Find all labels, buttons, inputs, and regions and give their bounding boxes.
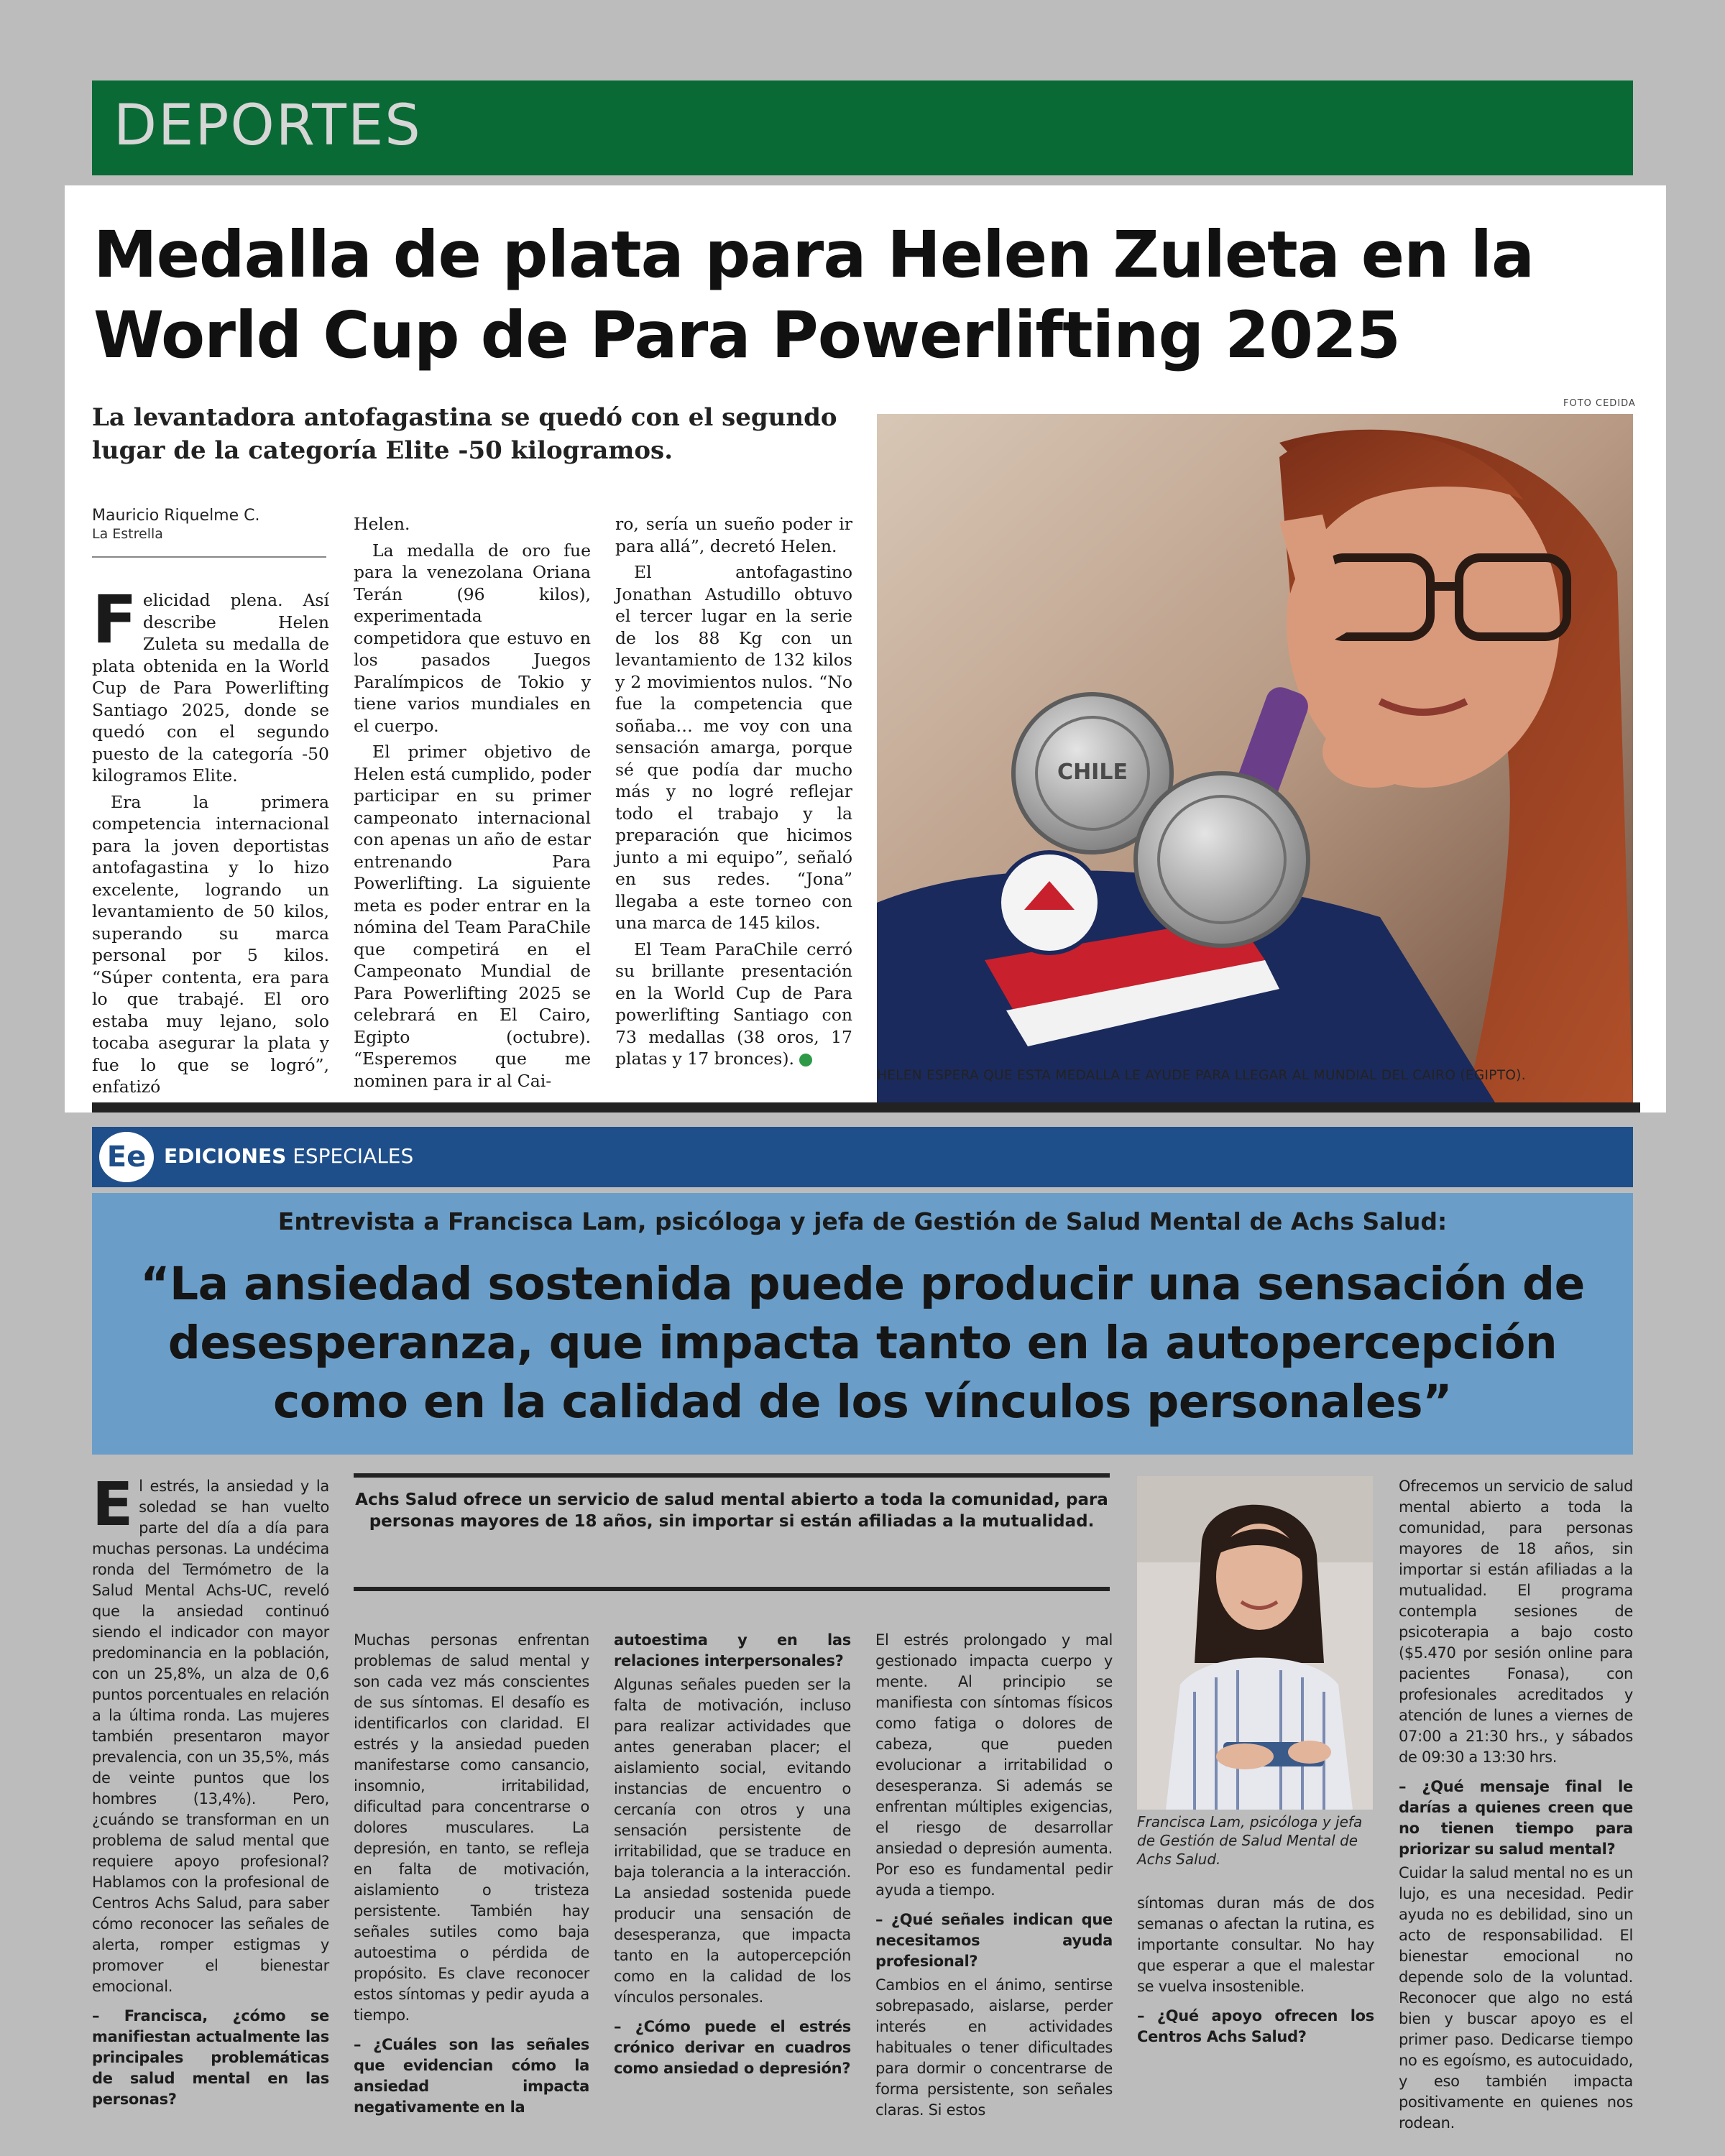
article-column-3 <box>615 513 852 1074</box>
paragraph: elicidad plena. Así describe Helen Zuleta su medalla de plata obtenida en la World Cup de Para Powerlifting Santiago 2025, donde se quedó con el segundo puesto de la categoría -50 kilogramos Elite. <box>92 590 329 786</box>
interview-column-6 <box>1399 1476 1633 2137</box>
special-editions-bar <box>92 1127 1633 1187</box>
interview-column-4 <box>875 1630 1113 2124</box>
interviewee-photo <box>1137 1476 1373 1810</box>
paragraph: Muchas personas enfrentan problemas de salud mental y son cada vez más conscientes de sus síntomas. El desafío es identificarlos con claridad. El estrés y la ansiedad pueden manifestarse como cansancio, insomnio, irritabilidad, dificultad para concentrarse o dolores musculares. La depresión, en tanto, se refleja en falta de motivación, aislamiento o tristeza persistente. También hay señales sutiles como baja autoestima o pérdida de propósito. Es clave reconocer estos síntomas y pedir ayuda a tiempo. <box>354 1631 589 2024</box>
paragraph: El estrés prolongado y mal gestionado impacta cuerpo y mente. Al principio se manifiesta con síntomas físicos como fatiga o dolores de cabeza, que pueden evolucionar a irritabilidad o desesperanza. Si además se enfrentan múltiples exigencias, el riesgo de desarrollar ansiedad o depresión aumenta. Por eso es fundamental pedir ayuda a tiempo. <box>875 1631 1113 1899</box>
interview-kicker: Entrevista a Francisca Lam, psicóloga y jefa de Gestión de Salud Mental de Achs Salud: <box>277 1207 1448 1235</box>
interview-question: – ¿Qué mensaje final le darías a quienes creen que no tienen tiempo para priorizar su salud mental? <box>1399 1778 1633 1858</box>
interviewee-illustration <box>1137 1476 1373 1810</box>
interview-question: – ¿Qué señales indican que necesitamos ayuda profesional? <box>875 1911 1113 1970</box>
author-name: Mauricio Riquelme C. <box>92 507 260 525</box>
drop-cap: E <box>92 1469 134 1539</box>
paragraph: Cuidar la salud mental no es un lujo, es una necesidad. Pedir ayuda no es debilidad, sino un acto de responsabilidad. El bienestar emocional no depende solo de la voluntad. Reconocer que algo no está bien y buscar apoyo es el primer paso. Dedicarse tiempo no es egoísmo, es autocuidado, y eso también impacta positivamente en quienes nos rodean. <box>1399 1864 1633 2132</box>
article-subhead: La levantadora antofagastina se quedó con el segundo lugar de la categoría Elite -50 kilogramos. <box>92 403 837 465</box>
article-bottom-rule <box>92 1102 1640 1112</box>
pull-quote-callout: Achs Salud ofrece un servicio de salud mental abierto a toda la comunidad, para personas mayores de 18 años, sin importar si están afiliadas a la mutualidad. <box>355 1491 1108 1531</box>
photo-credit: FOTO CEDIDA <box>1563 398 1636 409</box>
end-of-article-icon: ✪ <box>799 1054 812 1067</box>
byline-divider <box>92 556 326 558</box>
section-title: DEPORTES <box>114 93 422 158</box>
athlete-photo <box>877 414 1633 1102</box>
paragraph: l estrés, la ansiedad y la soledad se han vuelto parte del día a día para muchas personas. La undécima ronda del Termómetro de la Salud Mental Achs-UC, reveló que la ansiedad continuó siendo el indicador con mayor predominancia en la población, con un 25,8%, un alza de 0,6 puntos porcentuales en relación a la última ronda. Las mujeres también presentaron mayor prevalencia, con un 35,5%, más de veinte puntos que los hombres (13,4%). Pero, ¿cuándo se transforman en un problema de salud mental que requiere apoyo profesional? Hablamos con la profesional de Centros Achs Salud, para saber cómo reconocer las señales de alerta, romper estigmas y promover el bienestar emocional. <box>92 1478 329 1995</box>
author-outlet: La Estrella <box>92 526 163 542</box>
interview-question: – ¿Qué apoyo ofrecen los Centros Achs Salud? <box>1137 2007 1374 2045</box>
special-editions-logo: Ee <box>99 1132 154 1182</box>
interview-column-1 <box>92 1469 329 2113</box>
callout-rule-bottom <box>354 1587 1110 1591</box>
interview-question: autoestima y en las relaciones interpersonales? <box>614 1631 851 1669</box>
paragraph: Cambios en el ánimo, sentirse sobrepasado, aislarse, perder interés en actividades habituales o tener dificultades para dormir o concentrarse de forma persistente, son señales claras. Si estos <box>875 1976 1113 2119</box>
interview-question: – ¿Cómo puede el estrés crónico derivar en cuadros como ansiedad o depresión? <box>614 2018 851 2077</box>
paragraph: Ofrecemos un servicio de salud mental abierto a toda la comunidad, para personas mayores de 18 años, sin importar si están afiliadas a la mutualidad. El programa contempla sesiones de psicoterapia a bajo costo ($5.470 por sesión online para pacientes Fonasa), con profesionales acreditados y atención de lunes a viernes de 07:00 a 21:30 hrs., y sábados de 09:30 a 13:30 hrs. <box>1399 1478 1633 1766</box>
special-editions-label: EDICIONES ESPECIALES <box>164 1144 414 1168</box>
sports-article <box>65 185 1666 1112</box>
medal-inscription: CHILE <box>1057 760 1128 785</box>
athlete-with-medals-illustration <box>877 414 1633 1102</box>
paragraph: El Team ParaChile cerró su brillante presentación en la World Cup de Para powerlifting Santiago con 73 medallas (38 oros, 17 platas y 17 bronces). <box>615 939 852 1069</box>
article-column-1 <box>92 581 329 1102</box>
drop-cap: F <box>92 581 137 658</box>
paragraph: El primer objetivo de Helen está cumplido, poder participar en su primer campeonato internacional con apenas un año de estar entrenando Para Powerlifting. La siguiente meta es poder entrar en la nómina del Team ParaChile que competirá en el Campeonato Mundial de Para Powerlifting 2025 se celebrará en El Cairo, Egipto (octubre). “Esperemos que me nominen para ir al Cai- <box>354 742 591 1091</box>
article-headline: Medalla de plata para Helen Zuleta en la World Cup de Para Powerlifting 2025 <box>93 217 1535 372</box>
paragraph: ro, sería un sueño poder ir para allá”, decretó Helen. <box>615 514 852 556</box>
paragraph: Era la primera competencia internacional para la joven deportistas antofagastina y lo hizo excelente, logrando un levantamiento de 50 kilos, superando su marca personal por 5 kilos. “Súper contenta, era para lo que trabajé. El oro estaba muy lejano, solo tocaba asegurar la plata y fue lo que se logró”, enfatizó <box>92 791 329 1097</box>
interview-headline-quote: “La ansiedad sostenida puede producir una sensación de desesperanza, que impacta tanto en la autopercepción como en la calidad de los vínculos personales” <box>140 1258 1585 1428</box>
article-column-2 <box>354 513 591 1096</box>
interview-column-5 <box>1137 1893 1374 2050</box>
interview-header <box>92 1193 1633 1455</box>
interview-column-2 <box>354 1630 589 2121</box>
paragraph: Helen. <box>354 514 410 534</box>
section-header <box>92 80 1633 175</box>
interview-question: – Francisca, ¿cómo se manifiestan actualmente las principales problemáticas de salud mental en las personas? <box>92 2007 329 2108</box>
callout-rule-top <box>354 1473 1110 1478</box>
interview-question: – ¿Cuáles son las señales que evidencian cómo la ansiedad impacta negativamente en la <box>354 2036 589 2116</box>
paragraph: La medalla de oro fue para la venezolana Oriana Terán (96 kilos), experimentada competidora que estuvo en los pasados Juegos Paralímpicos de Tokio y tiene varios mundiales en el cuerpo. <box>354 540 591 736</box>
paragraph: El antofagastino Jonathan Astudillo obtuvo el tercer lugar en la serie de los 88 Kg con un levantamiento de 132 kilos y 2 movimientos nulos. “No fue la competencia que soñaba… me voy con una sensación amarga, porque sé que podía dar mucho más y no logré reflejar todo el trabajo y la preparación que hicimos junto a mi equipo”, señaló en sus redes. “Jona” llegaba a este torneo con una marca de 145 kilos. <box>615 562 852 933</box>
interview-column-3 <box>614 1630 851 2082</box>
photo-caption: HELEN ESPERA QUE ESTA MEDALLA LE AYUDE PARA LLEGAR AL MUNDIAL DEL CAIRO (EGIPTO). <box>877 1068 1526 1083</box>
paragraph: síntomas duran más de dos semanas o afectan la rutina, es importante consultar. No hay que esperar a que el malestar se vuelva insostenible. <box>1137 1894 1374 1995</box>
interviewee-caption: Francisca Lam, psicóloga y jefa de Gestión de Salud Mental de Achs Salud. <box>1137 1813 1363 1868</box>
paragraph: Algunas señales pueden ser la falta de motivación, incluso para realizar actividades que antes generaban placer; el aislamiento social, evitando instancias de encuentro o cercanía con otros y una sensación persistente de irritabilidad, que se traduce en baja tolerancia a la interacción. La ansiedad sostenida puede producir una sensación de desesperanza, que impacta tanto en la autopercepción como en la calidad de los vínculos personales. <box>614 1676 851 2006</box>
